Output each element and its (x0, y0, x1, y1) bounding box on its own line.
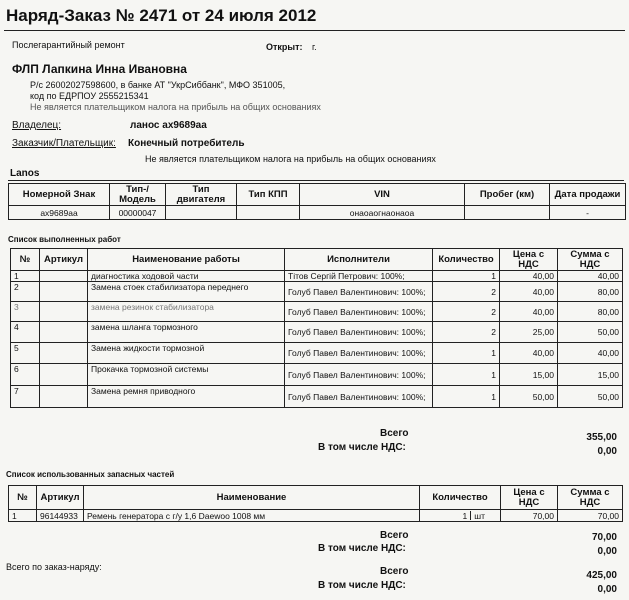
row-executor: Тітов Сергій Петрович: 100%; (285, 271, 433, 282)
vehicle-table (8, 183, 626, 220)
row-sum: 80,00 (558, 302, 623, 322)
row-num: 6 (11, 364, 40, 386)
row-name: замена резинок стабилизатора (88, 302, 285, 322)
parts-title: Список использованных запасных частей (6, 470, 175, 479)
row-num: 7 (11, 386, 40, 408)
vehicle-divider (8, 180, 624, 181)
grand-total-label: Всего (380, 566, 409, 577)
row-name: Замена ремня приводного (88, 386, 285, 408)
row-qty: 2 (433, 302, 500, 322)
parts-vat-value: 0,00 (597, 546, 617, 557)
row-executor: Голуб Павел Валентинович: 100%; (285, 364, 433, 386)
grand-total-caption: Всего по заказ-наряду: (6, 562, 102, 572)
row-price: 40,00 (500, 343, 558, 364)
works-total-label: Всего (380, 428, 409, 439)
vehicle-sale-date: - (550, 206, 626, 220)
company-tax-note: Не является плательщиком налога на прибыль на общих основаниях (30, 102, 321, 112)
company-edrpou: код по ЕДРПОУ 2555215341 (30, 91, 149, 101)
parts-col-article: Артикул (37, 486, 84, 510)
vehicle-gearbox (237, 206, 300, 220)
works-title: Список выполненных работ (8, 235, 121, 244)
row-article (40, 322, 88, 343)
repair-type: Послегарантийный ремонт (12, 40, 125, 50)
parts-table (8, 485, 623, 522)
row-price: 25,00 (500, 322, 558, 343)
parts-col-qty: Количество (420, 486, 501, 510)
opened-value: г. (312, 42, 317, 52)
part-name: Ремень генератора с г/у 1,6 Daewoo 1008 мм (84, 510, 420, 522)
title-divider (4, 30, 625, 31)
works-col-name: Наименование работы (88, 249, 285, 271)
works-vat-value: 0,00 (597, 446, 617, 457)
parts-col-name: Наименование (84, 486, 420, 510)
vehicle-col-vin: VIN (300, 184, 465, 206)
grand-vat-label: В том числе НДС: (318, 580, 406, 591)
vehicle-model: 00000047 (110, 206, 166, 220)
row-sum: 80,00 (558, 282, 623, 302)
row-article (40, 386, 88, 408)
table-row (11, 282, 623, 302)
parts-col-price: Цена с НДС (501, 486, 558, 510)
vehicle-engine (166, 206, 237, 220)
row-price: 15,00 (500, 364, 558, 386)
row-sum: 50,00 (558, 386, 623, 408)
parts-total-value: 70,00 (591, 532, 617, 543)
company-name: ФЛП Лапкина Инна Ивановна (12, 62, 187, 76)
row-sum: 15,00 (558, 364, 623, 386)
row-executor: Голуб Павел Валентинович: 100%; (285, 282, 433, 302)
part-article: 96144933 (37, 510, 84, 522)
customer-tax-note: Не является плательщиком налога на прибыль на общих основаниях (145, 154, 436, 164)
table-row (11, 343, 623, 364)
row-article (40, 343, 88, 364)
row-price: 50,00 (500, 386, 558, 408)
page-title: Наряд-Заказ № 2471 от 24 июля 2012 (6, 6, 317, 25)
row-num: 2 (11, 282, 40, 302)
row-sum: 40,00 (558, 343, 623, 364)
table-row (11, 386, 623, 408)
owner-value: ланос ах9689аа (130, 120, 207, 131)
row-price: 40,00 (500, 271, 558, 282)
works-col-price: Цена с НДС (500, 249, 558, 271)
works-col-sum: Сумма с НДС (558, 249, 623, 271)
works-col-qty: Количество (433, 249, 500, 271)
table-row (11, 271, 623, 282)
owner-label: Владелец: (12, 120, 62, 131)
company-account: Р/с 26002027598600, в банке АТ "УкрСиббанк", МФО 351005, (30, 80, 286, 90)
works-table (10, 248, 623, 408)
part-qty: 1 (462, 510, 468, 521)
vehicle-col-plate: Номерной Знак (9, 184, 110, 206)
row-qty: 1 (433, 343, 500, 364)
row-qty: 1 (433, 271, 500, 282)
row-qty: 2 (433, 322, 500, 343)
customer-label: Заказчик/Плательщик: (12, 138, 116, 149)
row-price: 40,00 (500, 282, 558, 302)
works-col-article: Артикул (40, 249, 88, 271)
row-price: 40,00 (500, 302, 558, 322)
row-num: 1 (11, 271, 40, 282)
part-num: 1 (9, 510, 37, 522)
works-total-value: 355,00 (586, 432, 617, 443)
row-num: 3 (11, 302, 40, 322)
vehicle-title: Lanos (10, 168, 40, 179)
vehicle-plate: ах9689аа (9, 206, 110, 220)
vehicle-col-sale-date: Дата продажи (550, 184, 626, 206)
grand-total-value: 425,00 (586, 570, 617, 581)
row-qty: 1 (433, 386, 500, 408)
row-sum: 50,00 (558, 322, 623, 343)
row-article (40, 302, 88, 322)
row-executor: Голуб Павел Валентинович: 100%; (285, 322, 433, 343)
part-price: 70,00 (501, 510, 558, 522)
vehicle-col-model: Тип-/ Модель (110, 184, 166, 206)
row-article (40, 282, 88, 302)
row-name: диагностика ходовой части (88, 271, 285, 282)
parts-col-sum: Сумма с НДС (558, 486, 623, 510)
works-col-executors: Исполнители (285, 249, 433, 271)
vehicle-col-mileage: Пробег (км) (465, 184, 550, 206)
part-sum: 70,00 (558, 510, 623, 522)
row-executor: Голуб Павел Валентинович: 100%; (285, 386, 433, 408)
works-col-num: № (11, 249, 40, 271)
part-unit: шт (474, 510, 485, 521)
table-row (11, 322, 623, 343)
parts-total-label: Всего (380, 530, 409, 541)
row-sum: 40,00 (558, 271, 623, 282)
vehicle-vin: онаоаогнаонаоа (300, 206, 465, 220)
row-qty: 2 (433, 282, 500, 302)
row-name: Замена стоек стабилизатора переднего (88, 282, 285, 302)
works-vat-label: В том числе НДС: (318, 442, 406, 453)
table-row (11, 302, 623, 322)
parts-vat-label: В том числе НДС: (318, 543, 406, 554)
row-name: замена шланга тормозного (88, 322, 285, 343)
row-name: Прокачка тормозной системы (88, 364, 285, 386)
table-row (11, 364, 623, 386)
vehicle-mileage (465, 206, 550, 220)
table-row (9, 510, 623, 522)
row-num: 5 (11, 343, 40, 364)
row-num: 4 (11, 322, 40, 343)
parts-col-num: № (9, 486, 37, 510)
vehicle-col-engine: Тип двигателя (166, 184, 237, 206)
row-article (40, 271, 88, 282)
row-executor: Голуб Павел Валентинович: 100%; (285, 302, 433, 322)
customer-value: Конечный потребитель (128, 138, 245, 149)
opened-label: Открыт: (266, 42, 303, 52)
row-name: Замена жидкости тормозной (88, 343, 285, 364)
row-executor: Голуб Павел Валентинович: 100%; (285, 343, 433, 364)
vehicle-col-gearbox: Тип КПП (237, 184, 300, 206)
grand-vat-value: 0,00 (597, 584, 617, 595)
row-qty: 1 (433, 364, 500, 386)
row-article (40, 364, 88, 386)
